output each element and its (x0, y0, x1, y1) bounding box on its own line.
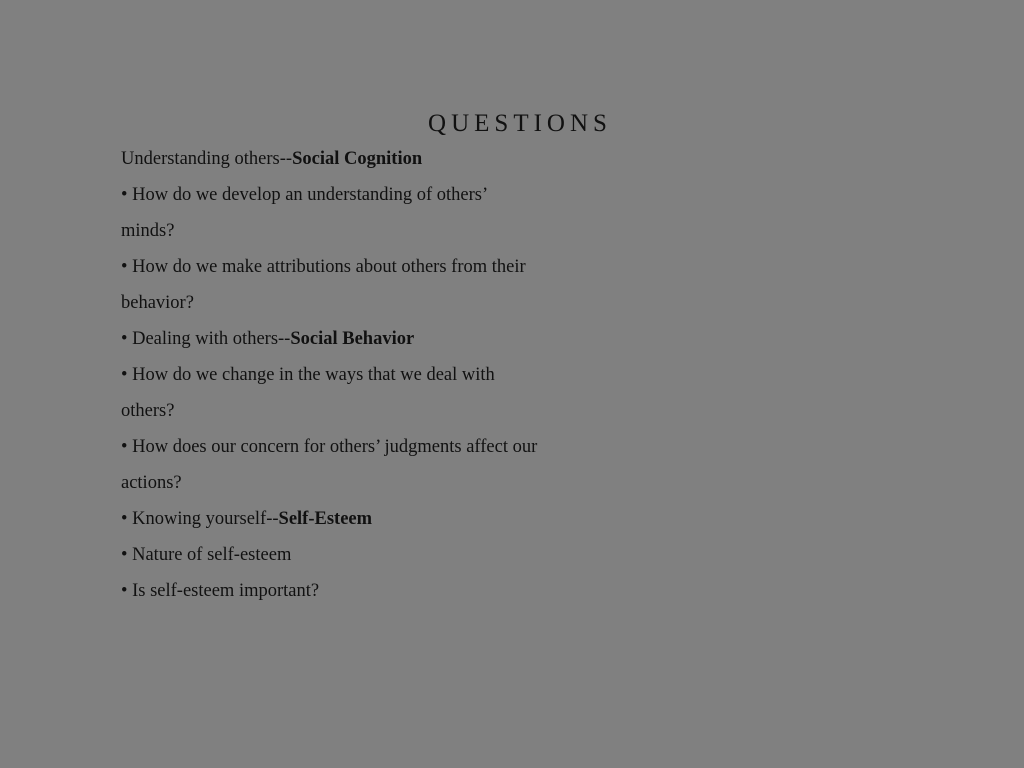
body-line (121, 506, 581, 542)
body-line (121, 542, 581, 578)
line-text: • Is self-esteem important? (121, 581, 320, 601)
line-text: behavior? (121, 293, 194, 313)
body-line (121, 434, 581, 470)
line-text: • Dealing with others-- (121, 329, 291, 349)
line-text: • Knowing yourself-- (121, 509, 279, 529)
body-line (121, 254, 581, 290)
body-line (121, 362, 581, 398)
body-line (121, 290, 581, 326)
line-emphasis: Self-Esteem (278, 509, 373, 529)
line-text: • How do we make attributions about others from their (121, 257, 526, 277)
line-text: others? (121, 401, 175, 421)
body-line (121, 218, 581, 254)
line-text: actions? (121, 473, 182, 493)
slide-title: QUESTIONS (428, 110, 612, 137)
line-text: • How do we develop an understanding of others’ (121, 185, 489, 205)
body-line (121, 146, 581, 182)
line-emphasis: Social Cognition (292, 149, 423, 169)
line-text: Understanding others-- (121, 149, 293, 169)
body-line (121, 326, 581, 362)
slide-body (121, 146, 581, 614)
body-line (121, 398, 581, 434)
body-line (121, 470, 581, 506)
line-text: • How does our concern for others’ judgments affect our (121, 437, 538, 457)
body-line (121, 182, 581, 218)
body-line (121, 578, 581, 614)
line-emphasis: Social Behavior (290, 329, 415, 349)
line-text: • How do we change in the ways that we deal with (121, 365, 495, 385)
line-text: minds? (121, 221, 175, 241)
line-text: • Nature of self-esteem (121, 545, 292, 565)
